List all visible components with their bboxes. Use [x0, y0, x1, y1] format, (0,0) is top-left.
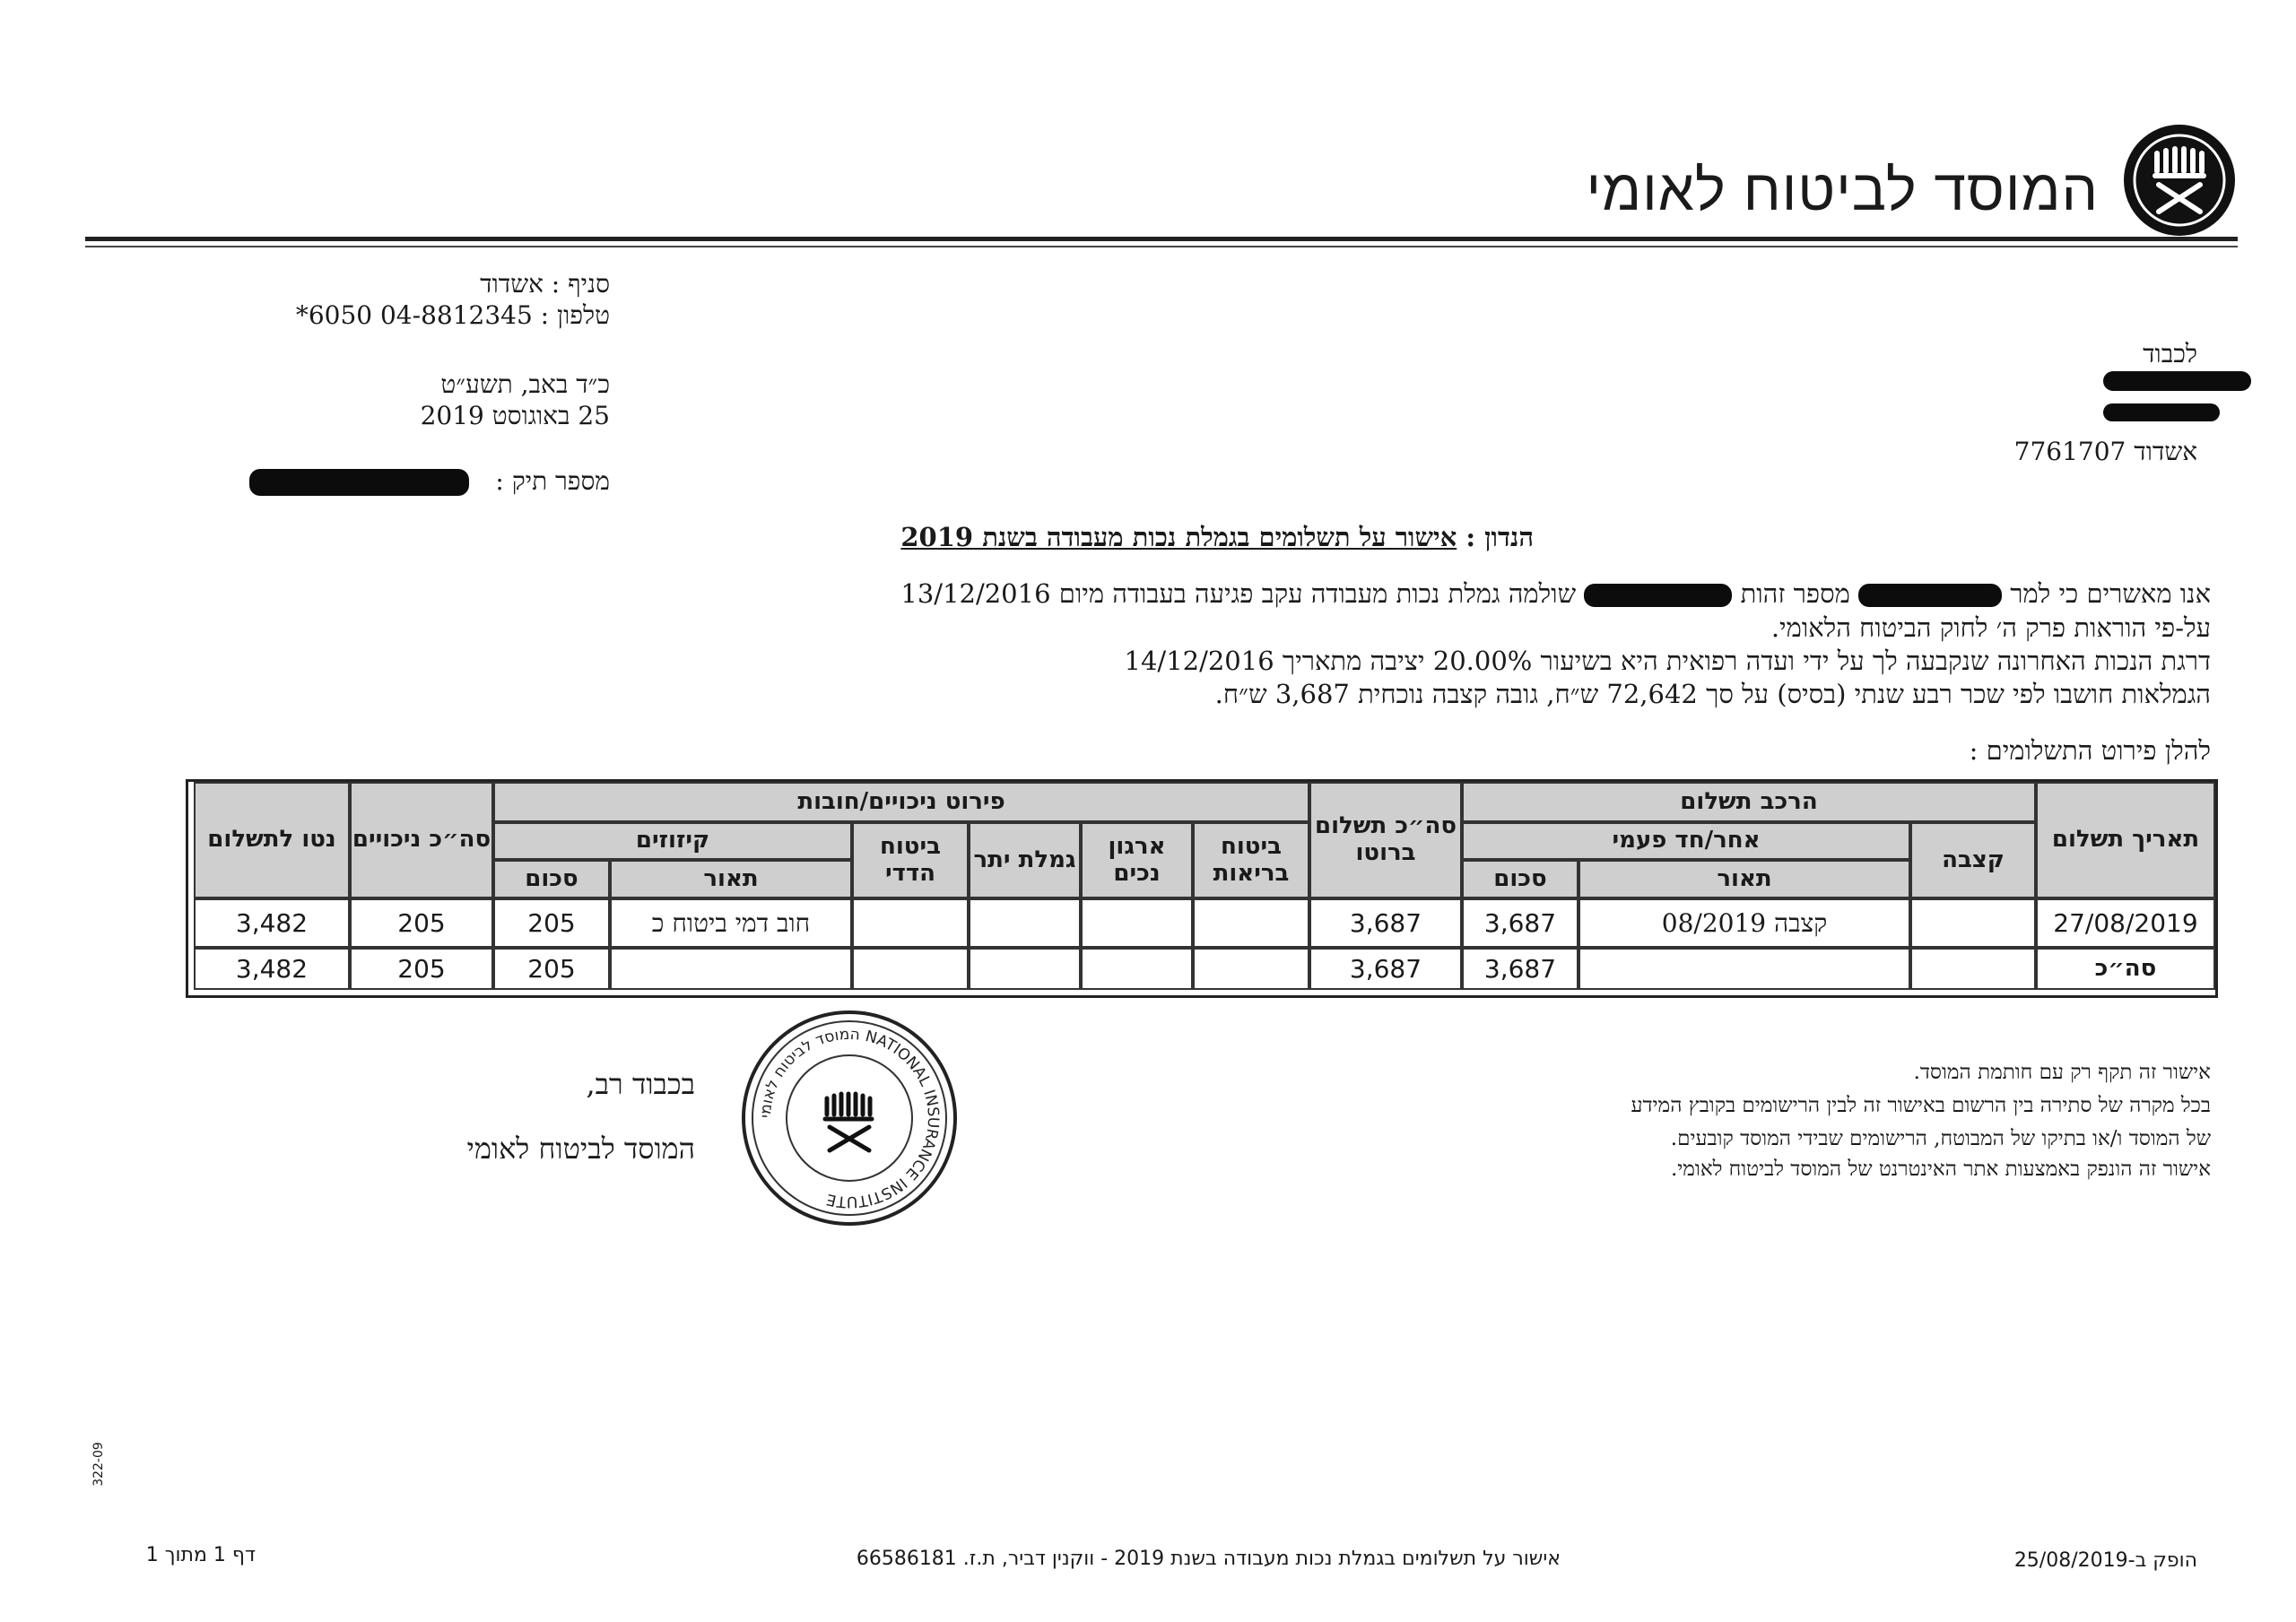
gregorian-date: 25 באוגוסט 2019 — [420, 401, 610, 430]
cell-date: 27/08/2019 — [2036, 898, 2215, 948]
th-offsets: קיזוזים — [493, 822, 852, 860]
file-number-label: מספר תיק : — [495, 466, 610, 496]
cell-mutual — [852, 898, 969, 948]
name-redacted — [1858, 584, 2002, 607]
recipient-title: לכבוד — [2143, 339, 2197, 369]
file-number-redacted — [249, 469, 469, 496]
subject-prefix: הנדון : — [1465, 522, 1534, 552]
body-line-1 — [900, 578, 2211, 610]
phone-line: טלפון : 04-8812345 6050* — [295, 300, 610, 330]
branch-line: סניף : אשדוד — [480, 269, 610, 299]
hebrew-date: כ״ד באב, תשע״ט — [440, 369, 610, 399]
th-composition: הרכב תשלום — [1462, 782, 2036, 822]
recipient-address-redacted — [2103, 403, 2220, 421]
payments-table — [186, 779, 2218, 998]
cell-offset-amount: 205 — [493, 898, 610, 948]
total-health — [1193, 948, 1309, 990]
th-offset-amount: סכום — [493, 860, 610, 898]
payments-detail-intro: להלן פירוט התשלומים : — [1969, 735, 2211, 766]
th-net: נטו לתשלום — [194, 782, 350, 898]
th-other: אחר/חד פעמי — [1462, 822, 1910, 860]
note-3: של המוסד ו/או בתיקו של המבוטח, הרישומים שבידי המוסד קובעים. — [1670, 1127, 2211, 1150]
subject-line — [900, 522, 1534, 553]
footer-doc-title: אישור על תשלומים בגמלת נכות מעבודה בשנת 2019 - ווקנין דביר, ת.ז. 66586181 — [856, 1548, 1561, 1570]
th-pension: קצבה — [1910, 822, 2036, 898]
th-total-gross: סה״כ תשלום ברוטו — [1309, 782, 1462, 898]
seal-text: המוסד לביטוח לאומי NATIONAL INSURANCE INSTITUTE — [756, 1025, 943, 1211]
th-desc: תאור — [1578, 860, 1910, 898]
body-line-2: על-פי הוראות פרק ה׳ לחוק הביטוח הלאומי. — [1770, 612, 2211, 643]
org-name-title: המוסד לביטוח לאומי — [1586, 158, 2099, 222]
body-line-3: דרגת הנכות האחרונה שנקבעה לך על ידי ועדה רפואית היא בשיעור 20.00% יציבה מתאריך 14/12/2016 — [1124, 646, 2211, 676]
cell-health — [1193, 898, 1309, 948]
footer-produced-date: הופק ב-25/08/2019 — [2013, 1549, 2197, 1572]
th-payment-date: תאריך תשלום — [2036, 782, 2215, 898]
total-offset-desc — [610, 948, 852, 990]
total-mutual — [852, 948, 969, 990]
header-rule-thin — [85, 246, 2238, 247]
note-1: אישור זה תקף רק עם חותמת המוסד. — [1913, 1061, 2211, 1084]
closing-org: המוסד לביטוח לאומי — [466, 1132, 695, 1166]
id-redacted — [1584, 584, 1732, 607]
body-line-4: הגמלאות חושבו לפי שכר רבע שנתי (בסיס) על סך 72,642 ש״ח, גובה קצבה נוכחית 3,687 ש״ח. — [1214, 679, 2211, 709]
recipient-city: אשדוד 7761707 — [2013, 437, 2197, 466]
subject-text: אישור על תשלומים בגמלת נכות מעבודה בשנת 2019 — [900, 522, 1457, 552]
total-disabled-org — [1081, 948, 1193, 990]
cell-gross: 3,687 — [1309, 898, 1462, 948]
total-net: 3,482 — [194, 948, 350, 990]
th-deductions-detail: פירוט ניכויים/חובות — [493, 782, 1309, 822]
total-pension — [1910, 948, 2036, 990]
th-total-deductions: סה״כ ניכויים — [350, 782, 493, 898]
cell-disabled-org — [1081, 898, 1193, 948]
cell-excess — [969, 898, 1081, 948]
cell-total-deductions: 205 — [350, 898, 493, 948]
cell-desc: קצבה 08/2019 — [1578, 898, 1910, 948]
body-line-1-b: מספר זהות — [1740, 578, 1850, 609]
total-offset-amount: 205 — [493, 948, 610, 990]
total-amount: 3,687 — [1462, 948, 1578, 990]
footer-page-number: דף 1 מתוך 1 — [145, 1544, 256, 1566]
note-2: בכל מקרה של סתירה בין הרשום באישור זה לבין הרישומים בקובץ המידע — [1631, 1094, 2211, 1117]
body-line-1-a: אנו מאשרים כי למר — [2010, 578, 2211, 609]
institution-seal — [740, 1009, 960, 1228]
cell-net: 3,482 — [194, 898, 350, 948]
total-total-deductions: 205 — [350, 948, 493, 990]
body-line-1-c: שולמה גמלת נכות מעבודה עקב פגיעה בעבודה מיום 13/12/2016 — [900, 578, 1577, 609]
cell-offset-desc: חוב דמי ביטוח כ — [610, 898, 852, 948]
header-rule — [85, 237, 2238, 241]
th-offset-desc: תאור — [610, 860, 852, 898]
th-disabled-org: ארגון נכים — [1081, 822, 1193, 898]
cell-pension — [1910, 898, 2036, 948]
closing-greeting: בכבוד רב, — [586, 1067, 695, 1101]
note-4: אישור זה הונפק באמצעות אתר האינטרנט של המוסד לביטוח לאומי. — [1670, 1158, 2211, 1181]
th-mutual-insurance: ביטוח הדדי — [852, 822, 969, 898]
total-excess — [969, 948, 1081, 990]
total-label: סה״כ — [2036, 948, 2215, 990]
th-health-insurance: ביטוח בריאות — [1193, 822, 1309, 898]
cell-amount: 3,687 — [1462, 898, 1578, 948]
th-amount: סכום — [1462, 860, 1578, 898]
total-desc — [1578, 948, 1910, 990]
recipient-name-redacted — [2103, 371, 2251, 391]
total-gross: 3,687 — [1309, 948, 1462, 990]
side-form-code: 322-09 — [91, 1442, 106, 1487]
th-excess-benefit: גמלת יתר — [969, 822, 1081, 898]
nii-logo — [2121, 122, 2238, 239]
